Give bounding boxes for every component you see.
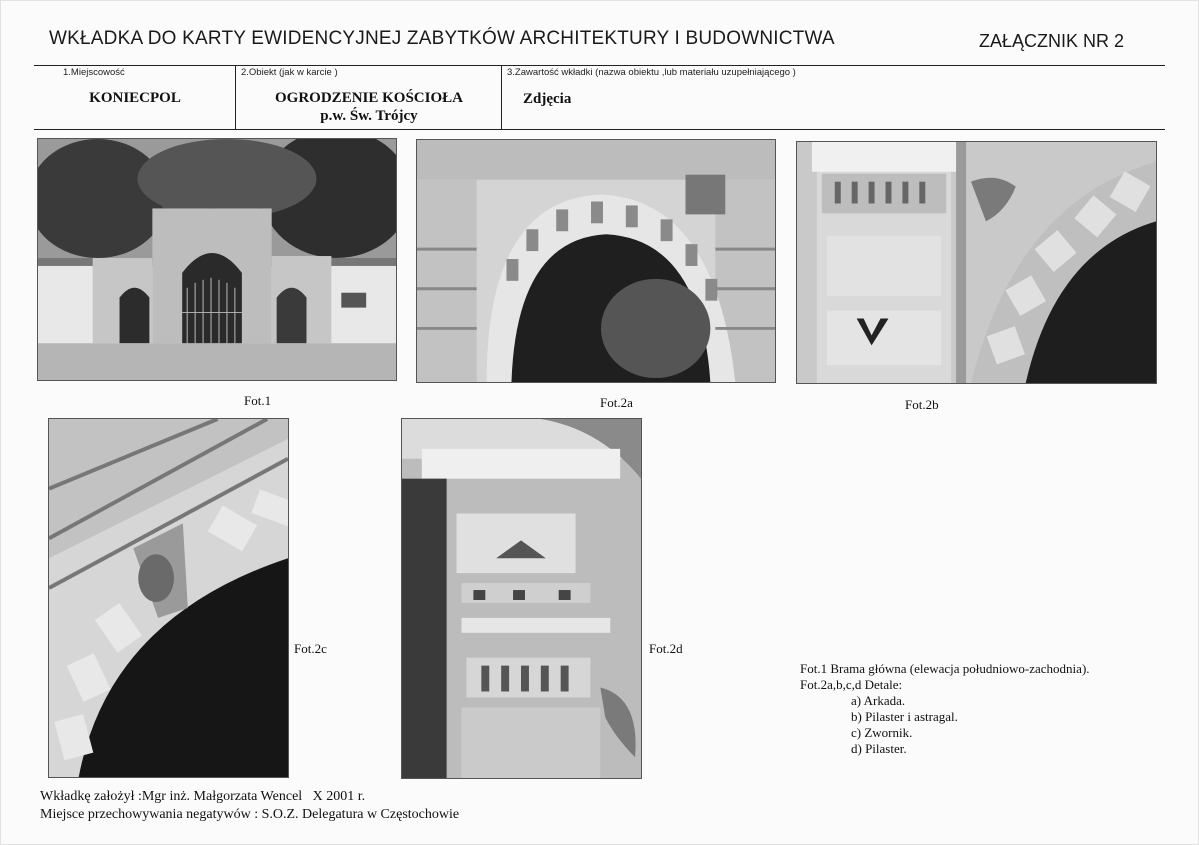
field-value-object-line1: OGRODZENIE KOŚCIOŁA (275, 90, 463, 106)
field-value-locality (37, 89, 233, 107)
photo-2c-keystone (48, 418, 289, 778)
photo-1-main-gate (37, 138, 397, 381)
photo-1-caption: Fot.1 (244, 393, 272, 408)
field-label-object: 2.Obiekt (jak w karcie ) (241, 67, 338, 78)
description-item-b: b) Pilaster i astragal. (851, 709, 958, 724)
photo-2c-caption: Fot.2c (294, 641, 327, 656)
description-item-c: c) Zwornik. (851, 725, 913, 740)
photo-2a-arcade (416, 139, 776, 383)
annex-number: ZAŁĄCZNIK NR 2 (978, 31, 1124, 51)
form-bottom-rule (34, 129, 1165, 130)
photo-2d-pilaster (401, 418, 642, 779)
field-value-object-line2: p.w. Św. Trójcy (320, 108, 418, 124)
footer-storage: Miejsce przechowywania negatywów : S.O.Z. Delegatura w Częstochowie (40, 807, 460, 822)
description-item-a: a) Arkada. (851, 693, 906, 708)
footer-author: Wkładkę założył :Mgr inż. Małgorzata Wencel X 2001 r. (40, 789, 366, 804)
form-divider-2 (501, 65, 502, 129)
description-line-2: Fot.2a,b,c,d Detale: (800, 677, 903, 692)
form-top-rule (34, 65, 1165, 66)
field-label-contents: 3.Zawartość wkładki (nazwa obiektu ,lub materiału uzupełniającego ) (507, 67, 796, 78)
photo-description (800, 661, 1090, 757)
form-divider-1 (235, 65, 236, 129)
photo-2a-caption: Fot.2a (600, 395, 633, 410)
photo-2d-caption: Fot.2d (649, 641, 683, 656)
field-label-locality: 1.Miejscowość (63, 67, 125, 78)
field-value-contents (523, 90, 571, 108)
field-value-locality-text: KONIECPOL (89, 90, 181, 106)
field-value-contents-text: Zdjęcia (523, 91, 572, 107)
field-value-object (237, 89, 501, 125)
sheet-title: WKŁADKA DO KARTY EWIDENCYJNEJ ZABYTKÓW ARCHITEKTURY I BUDOWNICTWA (49, 28, 835, 49)
photo-2b-pilaster (796, 141, 1157, 384)
description-item-d: d) Pilaster. (851, 741, 907, 756)
photo-2b-caption: Fot.2b (905, 397, 939, 412)
description-line-1: Fot.1 Brama główna (elewacja południowo-zachodnia). (800, 661, 1090, 676)
